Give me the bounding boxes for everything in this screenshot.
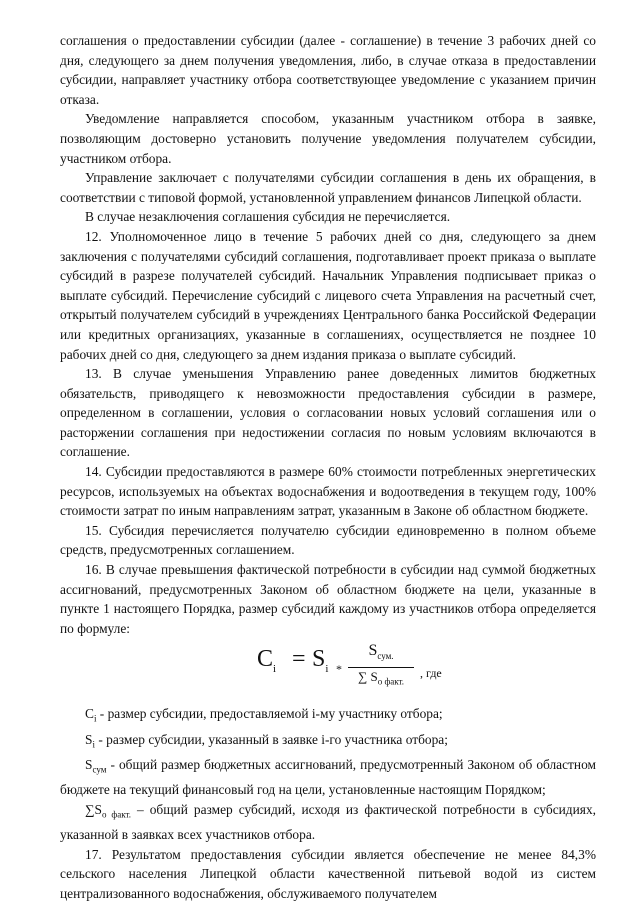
- definition-ssum: $S_{сум}$ - общий размер бюджетных ассигнований, предусмотренный Законом об областном бюджете на текущий финансовый год на цели, установленные настоящим Порядком;: [60, 756, 596, 798]
- definition-ci: $C_i$ - размер субсидии, предоставляемой i-му участнику отбора;: [85, 706, 443, 725]
- paragraph: В случае незаключения соглашения субсидия не перечисляется.: [85, 209, 451, 225]
- paragraph-item-12: 12. Уполномоченное лицо в течение 5 рабочих дней со дня, следующего за днем заключения с получателями субсидий соглашения, подготавливает проект приказа о выплате субсидий в разрезе получателей субсидий. Начальник Управления подписывает приказ о выплате субсидий. Перечисление субсидий с лицевого счета Управления на расчетный счет, открытый получателем субсидий в учреждениях Центрального банка Российской Федерации или кредитных организациях, указанные в соглашениях, осуществляется не позднее 10 рабочих дней со дня, следующего за днем издания приказа о выплате субсидий.: [60, 228, 596, 362]
- paragraphs-top: [60, 31, 596, 638]
- formula-lhs: $C_i$: [257, 646, 277, 676]
- formula-equals: =: [292, 646, 306, 673]
- subsidy-formula: [60, 638, 596, 696]
- paragraph: соглашения о предоставлении субсидии (далее - соглашение) в течение 3 рабочих дней со дня, следующего за днем получения уведомления, либо, в случае отказа в предоставлении субсидии, направляет участнику отбора соответствующее уведомление с указанием причин отказа.: [60, 33, 596, 107]
- paragraph-item-17: 17. Результатом предоставления субсидии является обеспечение не менее 84,3% сельского населения Липецкой области качественной питьевой водой из систем централизованного водоснабжения, обслуживаемого получателем: [60, 846, 596, 901]
- formula-s-i: $S_i$: [312, 646, 329, 676]
- definitions: [60, 704, 596, 844]
- paragraph: Управление заключает с получателями субсидии соглашения в день их обращения, в соответствии с типовой формой, установленной управлением финансов Липецкой области.: [60, 170, 596, 205]
- formula-multiply: *: [336, 662, 342, 677]
- paragraph-item-13: 13. В случае уменьшения Управлению ранее доведенных лимитов бюджетных обязательств, приводящего к невозможности предоставления субсидии в размере, определенном в соглашении, условия о согласовании новых условий соглашения или о расторжении соглашения при недостижении согласия по новым условиям включаются в соглашение.: [60, 366, 596, 460]
- formula-fraction: [348, 642, 414, 690]
- paragraph-item-15: 15. Субсидия перечисляется получателю субсидии единовременно в полном объеме средств, предусмотренных соглашением.: [60, 522, 596, 558]
- paragraph-item-14: 14. Субсидии предоставляются в размере 60% стоимости потребленных энергетических ресурсов, используемых на объектах водоснабжения и водоотведения в текущем году, 100% стоимости затрат по иным направлениям затрат, указанным в Законе об областном бюджете.: [60, 464, 596, 519]
- formula-denominator: ∑ $S_{о факт.}$: [357, 668, 405, 687]
- document-page: [60, 31, 596, 903]
- paragraph: Уведомление направляется способом, указанным участником отбора в заявке, позволяющим достоверно установить получение уведомления получателем субсидии, участником отбора.: [60, 111, 596, 166]
- formula-where: , где: [420, 666, 442, 681]
- paragraph-item-16: 16. В случае превышения фактической потребности в субсидии над суммой бюджетных ассигнований, предусмотренных Законом об областном бюджете на цели, указанные в пункте 1 настоящего Порядка, размер субсидий каждому из участников отбора определяется по формуле:: [60, 562, 596, 636]
- definition-sofakt: $\sum S_{о факт.}$ – общий размер субсидий, исходя из фактической потребности в субсидиях, указанной в заявках всех участников отбора.: [60, 801, 596, 843]
- definition-si: $S_i$ - размер субсидии, указанный в заявке i-го участника отбора;: [85, 731, 448, 750]
- formula-numerator: $S_{сум.}$: [348, 642, 414, 667]
